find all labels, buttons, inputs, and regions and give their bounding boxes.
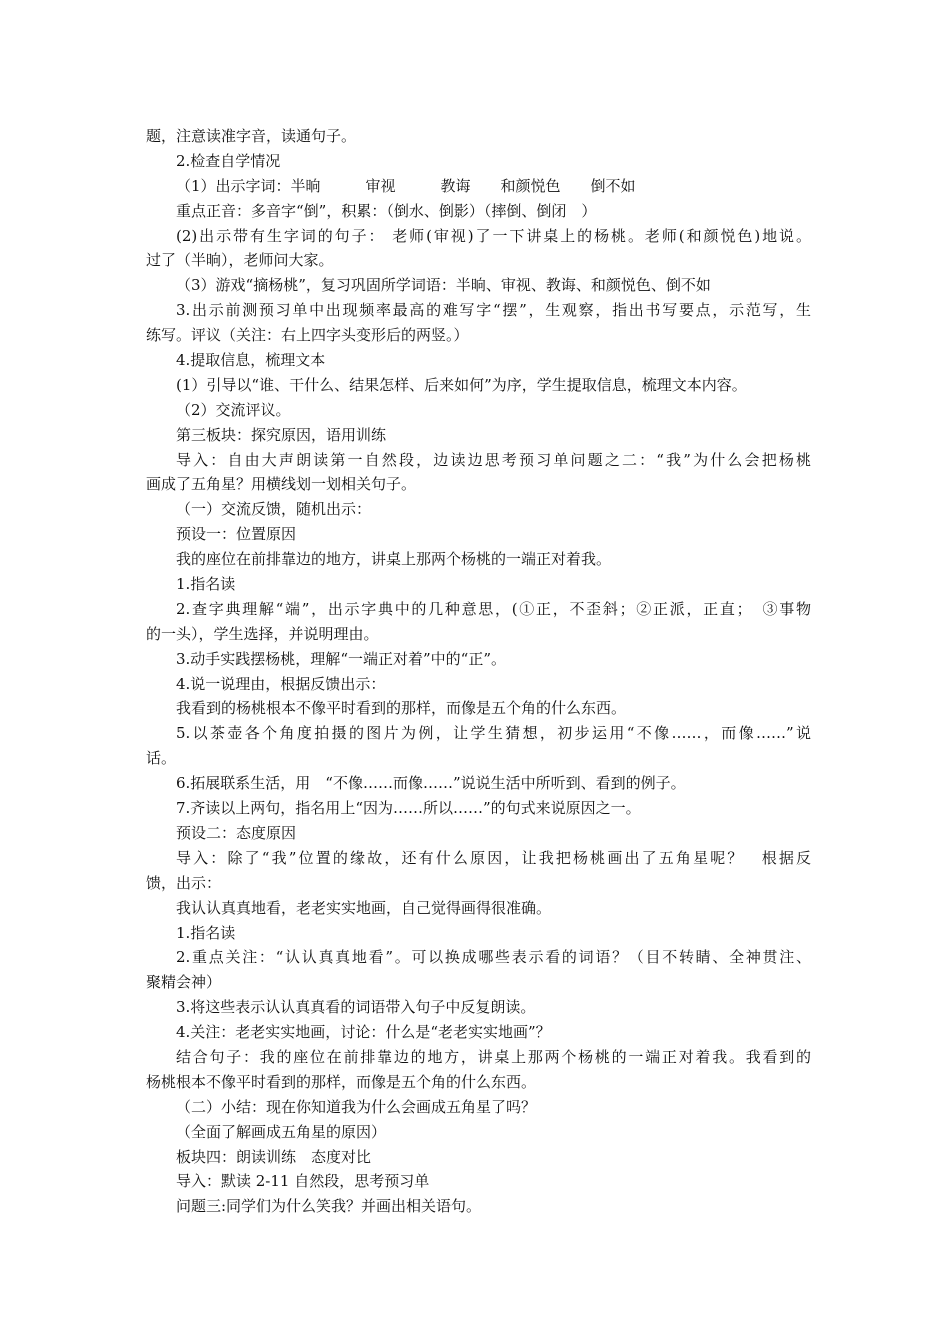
section-heading: 板块四：朗读训练 态度对比: [176, 1147, 372, 1166]
text-line: （二）小结：现在你知道我为什么会画成五角星了吗？: [176, 1097, 537, 1116]
text-line: （2）交流评议。: [176, 400, 291, 419]
text-line: 我的座位在前排靠边的地方，讲桌上那两个杨桃的一端正对着我。: [176, 550, 612, 569]
lesson-plan-text: [146, 124, 811, 1219]
text-line: 导入：默读 2-11 自然段，思考预习单: [176, 1172, 430, 1191]
text-line: 7.齐读以上两句，指名用上“因为……所以……”的句式来说原因之一。: [176, 799, 641, 818]
text-line: 6.拓展联系生活，用 “不像……而像……”说说生活中所听到、看到的例子。: [176, 774, 686, 793]
text-line: 2.查字典理解“端”，出示字典中的几种意思，(①正，不歪斜；②正派，正直； ③事物: [176, 599, 811, 618]
text-line: 4.提取信息，梳理文本: [176, 351, 326, 370]
text-line: 1.指名读: [176, 575, 236, 594]
text-line: 4.关注：老老实实地画，讨论：什么是“老老实实地画”？: [176, 1023, 551, 1042]
text-line: 导入：自由大声朗读第一自然段，边读边思考预习单问题之二：“我”为什么会把杨桃: [176, 450, 811, 469]
text-line: 我认认真真地看，老老实实地画，自己觉得画得很准确。: [176, 898, 552, 917]
text-line: (2)出示带有生字词的句子： 老师(审视)了一下讲桌上的杨桃。老师(和颜悦色)地说。: [176, 226, 811, 245]
text-line: 预设一：位置原因: [176, 525, 297, 544]
text-line: (1）引导以“谁、干什么、结果怎样、后来如何”为序，学生提取信息，梳理文本内容。: [176, 375, 747, 394]
text-line: 画成了五角星？用横线划一划相关句子。: [146, 475, 417, 494]
text-line: 4.说一说理由，根据反馈出示：: [176, 674, 386, 693]
text-line: 问题三:同学们为什么笑我？并画出相关语句。: [176, 1197, 482, 1216]
text-line: 导入：除了“我”位置的缘故，还有什么原因，让我把杨桃画出了五角星呢？ 根据反: [176, 848, 811, 867]
text-line: 我看到的杨桃根本不像平时看到的那样，而像是五个角的什么东西。: [176, 699, 627, 718]
text-line: （3）游戏“摘杨桃”，复习巩固所学词语：半晌、审视、教诲、和颜悦色、倒不如: [176, 276, 711, 295]
text-line: （1）出示字词：半晌 审视 教诲 和颜悦色 倒不如: [176, 176, 636, 195]
text-line: 1.指名读: [176, 923, 236, 942]
text-line: 3.将这些表示认认真真看的词语带入句子中反复朗读。: [176, 998, 536, 1017]
text-line: 聚精会神）: [146, 973, 222, 992]
text-line: 结合句子：我的座位在前排靠边的地方，讲桌上那两个杨桃的一端正对着我。我看到的: [176, 1047, 811, 1066]
text-line: （一）交流反馈，随机出示：: [176, 500, 372, 519]
text-line: 重点正音：多音字“倒”，积累：（倒水、倒影）（摔倒、倒闭 ）: [176, 201, 597, 220]
text-line: （全面了解画成五角星的原因）: [176, 1122, 387, 1141]
text-line: 预设二：态度原因: [176, 823, 297, 842]
text-line: 2.重点关注：“认认真真地看”。可以换成哪些表示看的词语？（目不转睛、全神贯注、: [176, 948, 811, 967]
text-line: 的一头），学生选择，并说明理由。: [146, 624, 379, 643]
text-line: 话。: [146, 749, 177, 768]
text-line: 馈，出示：: [146, 873, 222, 892]
text-line: 题，注意读准字音，读通句子。: [146, 127, 357, 145]
text-line: 2.检查自学情况: [176, 151, 281, 170]
text-line: 3.动手实践摆杨桃，理解“一端正对着”中的“正”。: [176, 649, 506, 668]
text-line: 5.以茶壶各个角度拍摄的图片为例，让学生猜想，初步运用“不像……，而像……”说: [176, 724, 811, 743]
text-line: 3.出示前测预习单中出现频率最高的难写字“摆”，生观察，指出书写要点，示范写，生: [176, 301, 811, 320]
text-line: 杨桃根本不像平时看到的那样，而像是五个角的什么东西。: [146, 1072, 537, 1091]
text-line: 过了（半晌），老师问大家。: [146, 251, 334, 270]
section-heading: 第三板块：探究原因，语用训练: [176, 425, 387, 444]
text-line: 练写。评议（关注：右上四字头变形后的两竖。）: [146, 326, 469, 345]
